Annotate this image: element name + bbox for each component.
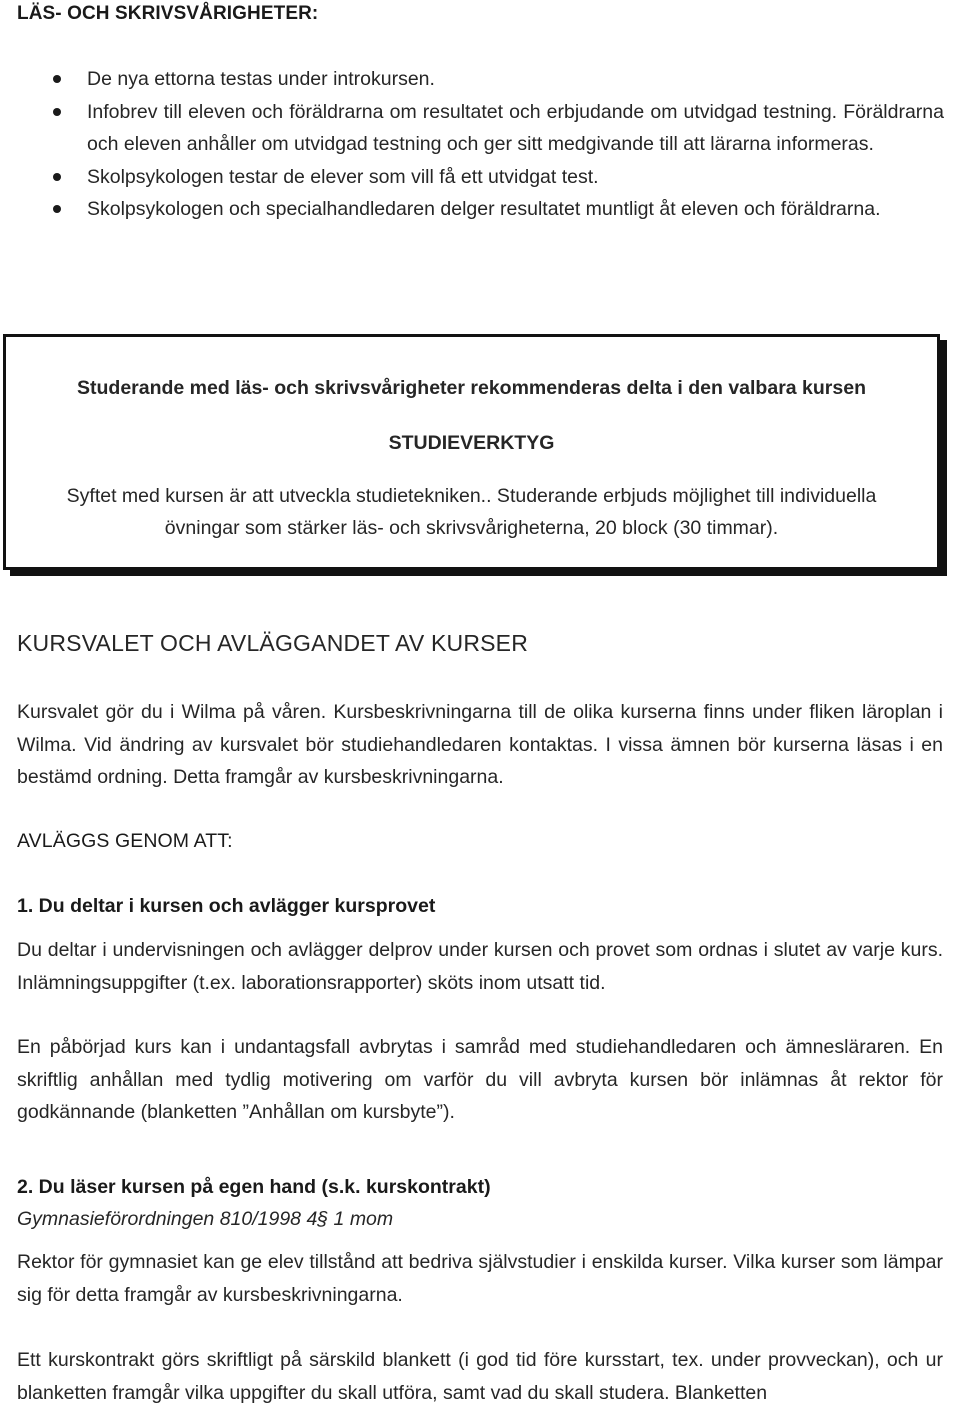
info-box-course-name: STUDIEVERKTYG — [388, 432, 555, 454]
section-title-course-selection: KURSVALET OCH AVLÄGGANDET AV KURSER — [17, 630, 529, 656]
method-2-paragraph-1: Rektor för gymnasiet kan ge elev tillstånd att bedriva självstudier i enskilda kurser. Vilka kurser som lämpar sig för detta framgår av kursbeskrivningarna. — [17, 1251, 943, 1306]
bullet-icon — [53, 173, 61, 181]
bullet-list — [40, 63, 944, 226]
method-2-paragraph-2: Ett kurskontrakt görs skriftligt på särskild blankett (i god tid före kursstart, tex. under provveckan), och ur blanketten framgår vilka uppgifter du skall utföra, samt vad du skall studera. Blanketten — [17, 1349, 943, 1404]
list-item — [40, 161, 944, 194]
list-item-text: Infobrev till eleven och föräldrarna om resultatet och erbjudande om utvidgad testning. Föräldrarna och eleven anhåller om utvidgad testning och ger sitt medgivande till att lärarna informeras. — [87, 100, 944, 155]
list-item-text: Skolpsykologen och specialhandledaren delger resultatet muntligt åt eleven och föräldrarna. — [87, 198, 881, 220]
method-1-paragraph-1: Du deltar i undervisningen och avlägger delprov under kursen och provet som ordnas i slutet av varje kurs. Inlämningsuppgifter (t.ex. laborationsrapporter) sköts inom utsatt tid. — [17, 939, 943, 994]
list-item-text: Skolpsykologen testar de elever som vill få ett utvidgat test. — [87, 165, 599, 188]
method-2-title: 2. Du läser kursen på egen hand (s.k. kurskontrakt) — [17, 1176, 491, 1198]
method-1-paragraph-2: En påbörjad kurs kan i undantagsfall avbrytas i samråd med studiehandledaren och ämnesläraren. En skriftlig anhållan med tydlig motivering om varför du vill avbryta kursen bör inlämnas åt rektor för godkännande (blanketten ”Anhållan om kursbyte”). — [17, 1036, 943, 1123]
info-box-description-line1: Syftet med kursen är att utveckla studietekniken.. Studerande erbjuds möjlighet till individuella — [66, 485, 877, 507]
list-item — [40, 193, 944, 226]
bullet-icon — [53, 108, 61, 116]
list-item — [40, 63, 944, 96]
section-title-reading-writing: LÄS- OCH SKRIVSVÅRIGHETER: — [17, 3, 319, 24]
bullet-icon — [53, 75, 61, 83]
list-item — [40, 96, 944, 161]
method-2-legal-reference: Gymnasieförordningen 810/1998 4§ 1 mom — [17, 1208, 394, 1230]
bullet-icon — [53, 205, 61, 213]
course-selection-paragraph: Kursvalet gör du i Wilma på våren. Kursbeskrivningarna till de olika kurserna finns under fliken läroplan i Wilma. Vid ändring av kursvalet bör studiehandledaren kontaktas. I vissa ämnen bör kurserna läsas i en bestämd ordning. Detta framgår av kursbeskrivningarna. — [17, 701, 943, 788]
info-box — [3, 334, 940, 570]
list-item-text: De nya ettorna testas under introkursen. — [87, 68, 435, 90]
info-box-description-line2: övningar som stärker läs- och skrivsvårigheterna, 20 block (30 timmar). — [164, 517, 779, 539]
method-1-title: 1. Du deltar i kursen och avlägger kursprovet — [17, 895, 436, 917]
completion-methods-heading: AVLÄGGS GENOM ATT: — [17, 830, 233, 852]
info-box-recommendation: Studerande med läs- och skrivsvårigheter rekommenderas delta i den valbara kursen — [77, 377, 866, 399]
